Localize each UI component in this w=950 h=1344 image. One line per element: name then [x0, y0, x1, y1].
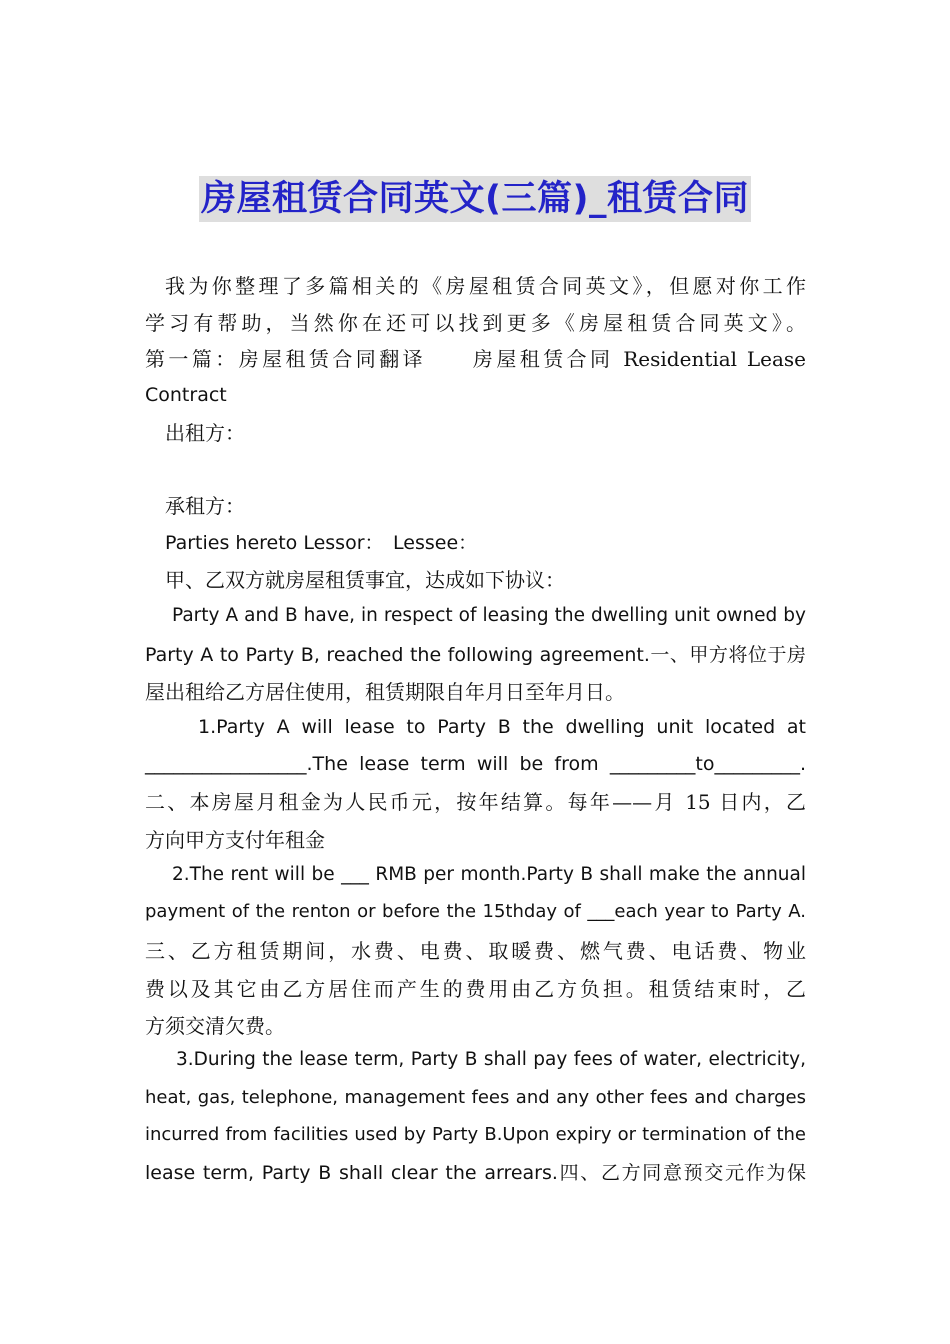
clause-3-cn-line-3: 方须交清欠费。 [145, 1014, 285, 1038]
clause-2-en-line-1: 2.The rent will be ___ RMB per month.Party B shall make the annual [172, 864, 806, 885]
clause-1-en-line-1: 1.Party A will lease to Party B the dwelling unit located at [198, 716, 806, 738]
clause-2-en-line-2: payment of the renton or before the 15thday of ___each year to Party A. [145, 901, 806, 922]
lessee-label: 承租方： [165, 494, 245, 518]
agreement-en-line-2: Party A to Party B, reached the following agreement.一、甲方将位于房 [145, 644, 806, 666]
clause-3-cn-line-2: 费以及其它由乙方居住而产生的费用由乙方负担。租赁结束时，乙 [145, 977, 806, 1001]
clause-2-cn-line-1: 二、本房屋月租金为人民币元，按年结算。每年——月 15 日内，乙 [145, 790, 806, 814]
clause-3-cn-line-1: 三、乙方租赁期间，水费、电费、取暖费、燃气费、电话费、物业 [145, 939, 806, 963]
clause-2-cn-line-2: 方向甲方支付年租金 [145, 828, 325, 852]
clause-3-en-line-2: heat, gas, telephone, management fees and any other fees and charges [145, 1087, 806, 1108]
document-title: 房屋租赁合同英文(三篇)_租赁合同 [199, 176, 751, 222]
parties-line: Parties hereto Lessor： Lessee： [165, 532, 478, 554]
clause-3-en-line-3: incurred from facilities used by Party B.Upon expiry or termination of the [145, 1124, 806, 1145]
title-container [0, 176, 950, 222]
agreement-en-line-1: Party A and B have, in respect of leasing the dwelling unit owned by [172, 605, 806, 626]
clause-1-cn: 屋出租给乙方居住使用，租赁期限自年月日至年月日。 [145, 680, 625, 704]
intro-line-1: 我为你整理了多篇相关的《房屋租赁合同英文》，但愿对你工作 [165, 274, 806, 298]
section-heading-line: 第一篇：房屋租赁合同翻译 房屋租赁合同 Residential Lease [145, 347, 806, 371]
clause-3-en-line-4: lease term, Party B shall clear the arrears.四、乙方同意预交元作为保 [145, 1162, 806, 1184]
section-heading-cont: Contract [145, 384, 227, 406]
agreement-cn-line: 甲、乙双方就房屋租赁事宜，达成如下协议： [165, 568, 565, 592]
clause-3-en-line-1: 3.During the lease term, Party B shall pay fees of water, electricity, [176, 1049, 806, 1070]
intro-line-2: 学习有帮助，当然你在还可以找到更多《房屋租赁合同英文》。 [145, 311, 806, 335]
lessor-label: 出租方： [165, 421, 245, 445]
clause-1-en-line-2: _________________.The lease term will be from _________to_________. [145, 753, 806, 775]
